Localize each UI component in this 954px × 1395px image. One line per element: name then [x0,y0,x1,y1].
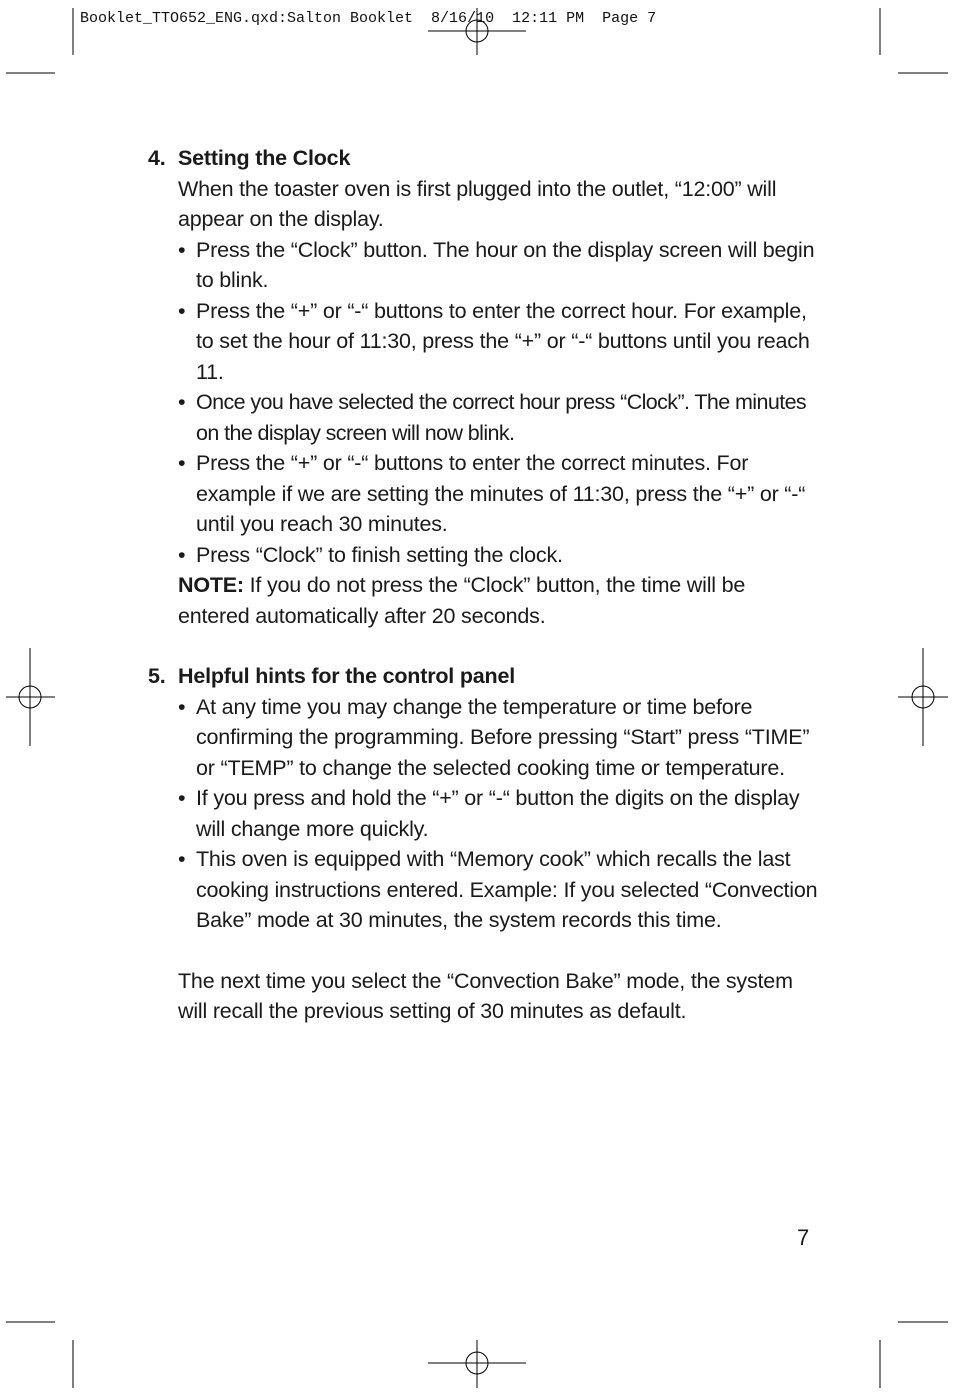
section-number: 4. [148,146,166,170]
page-number: 7 [797,1225,810,1250]
section-heading [148,661,818,692]
list-item [178,235,818,296]
bullet-icon: • [178,390,186,414]
list-item-text: Once you have selected the correct hour press “Clock”. The minutes on the display screen will now blink. [196,390,807,445]
list-item [178,296,818,388]
list-item-text: Press the “Clock” button. The hour on the display screen will begin to blink. [196,237,815,292]
spacer [148,631,818,661]
bullet-icon: • [178,451,186,475]
list-item-text: This oven is equipped with “Memory cook” which recalls the last cooking instructions entered. Example: If you selected “Convection Bake” mode at 30 minutes, the system records this time. [196,847,818,932]
section-intro: When the toaster oven is first plugged into the outlet, “12:00” will appear on the display. [178,176,777,231]
bullet-icon: • [178,786,186,810]
note-label: NOTE: [178,573,244,597]
note-text: If you do not press the “Clock” button, the time will be entered automatically after 20 seconds. [178,573,746,628]
list-item [178,387,818,448]
list-item [178,540,818,571]
list-item-text: If you press and hold the “+” or “-“ button the digits on the display will change more quickly. [196,786,800,841]
bullet-icon: • [178,237,186,262]
bullet-list [178,235,818,571]
list-item [178,844,818,936]
bullet-list [178,692,818,936]
print-slug-header: Booklet_TTO652_ENG.qxd:Salton Booklet 8/16/10 12:11 PM Page 7 [80,10,657,27]
page-content [148,143,818,1027]
bullet-icon: • [178,542,186,567]
list-item-text: At any time you may change the temperature or time before confirming the programming. Before pressing “Start” press “TIME” or “TEMP” to change the selected cooking time or temperature. [196,694,810,780]
section-setting-clock [148,143,818,631]
bullet-icon: • [178,298,186,323]
list-item [178,692,818,784]
list-item-text: Press “Clock” to finish setting the clock. [196,542,563,567]
section-heading [148,143,818,174]
list-item [178,448,818,540]
list-item-text: Press the “+” or “-“ buttons to enter the correct hour. For example, to set the hour of 11:30, press the “+” or “-“ buttons until you reach 11. [196,298,810,384]
section-number: 5. [148,664,166,688]
section-title: Setting the Clock [178,146,351,170]
list-item [178,783,818,844]
spacer [148,936,818,966]
note-paragraph [178,570,818,631]
section-helpful-hints [148,661,818,1027]
bullet-icon: • [178,847,186,871]
section-title: Helpful hints for the control panel [178,664,516,688]
list-item-text: Press the “+” or “-“ buttons to enter the correct minutes. For example if we are setting the minutes of 11:30, press the “+” or “-“ until you reach 30 minutes. [196,451,806,536]
closing-paragraph: The next time you select the “Convection Bake” mode, the system will recall the previous setting of 30 minutes as default. [178,968,793,1023]
bullet-icon: • [178,694,186,719]
